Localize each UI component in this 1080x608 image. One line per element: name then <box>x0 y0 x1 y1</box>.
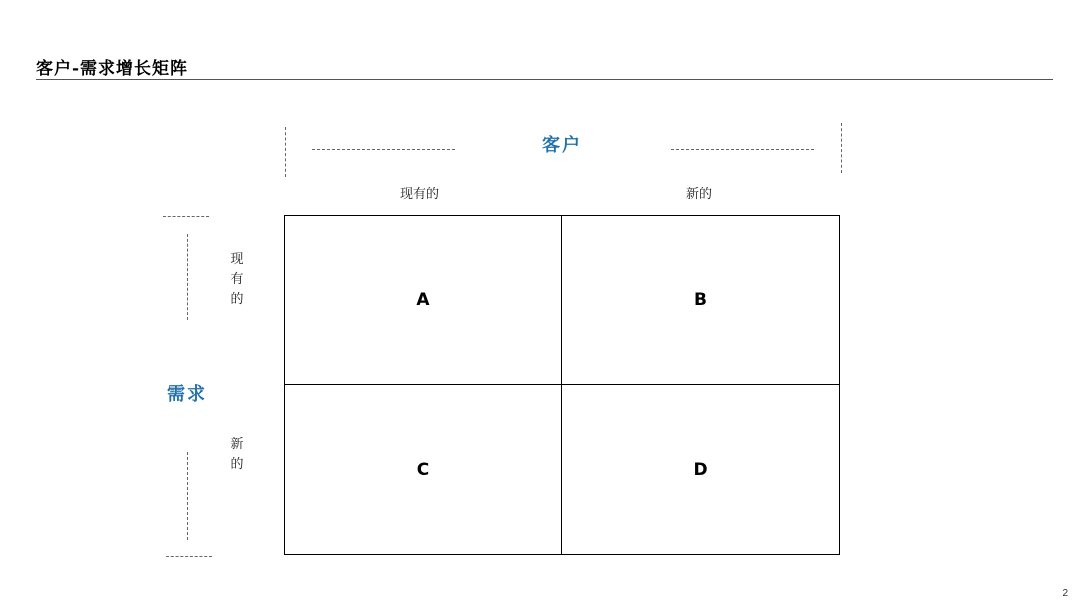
matrix-cell-d: D <box>693 459 708 480</box>
growth-matrix <box>284 215 840 555</box>
matrix-cell-b: B <box>562 216 839 385</box>
demand-axis-heading: 需求 <box>167 384 207 405</box>
demand-axis-top-bracket <box>163 216 209 217</box>
column-label-existing: 现有的 <box>400 187 440 202</box>
title-divider <box>36 79 1053 80</box>
customer-axis-heading: 客户 <box>542 135 582 156</box>
row-label-existing: 现有的 <box>230 252 244 307</box>
page-number: 2 <box>1062 588 1068 599</box>
row-label-new: 新的 <box>230 437 244 472</box>
demand-axis-lower-line <box>187 452 188 540</box>
customer-axis-left-bracket <box>285 127 286 177</box>
customer-axis-right-bracket <box>841 123 842 173</box>
matrix-cell-c: C <box>285 385 562 554</box>
column-label-new: 新的 <box>686 187 713 202</box>
customer-axis-left-line <box>312 149 455 150</box>
customer-axis-right-line <box>671 149 814 150</box>
matrix-cell-a: A <box>285 216 562 385</box>
demand-axis-upper-line <box>187 234 188 320</box>
demand-axis-bottom-bracket <box>166 556 212 557</box>
page-title: 客户-需求增长矩阵 <box>36 59 189 79</box>
